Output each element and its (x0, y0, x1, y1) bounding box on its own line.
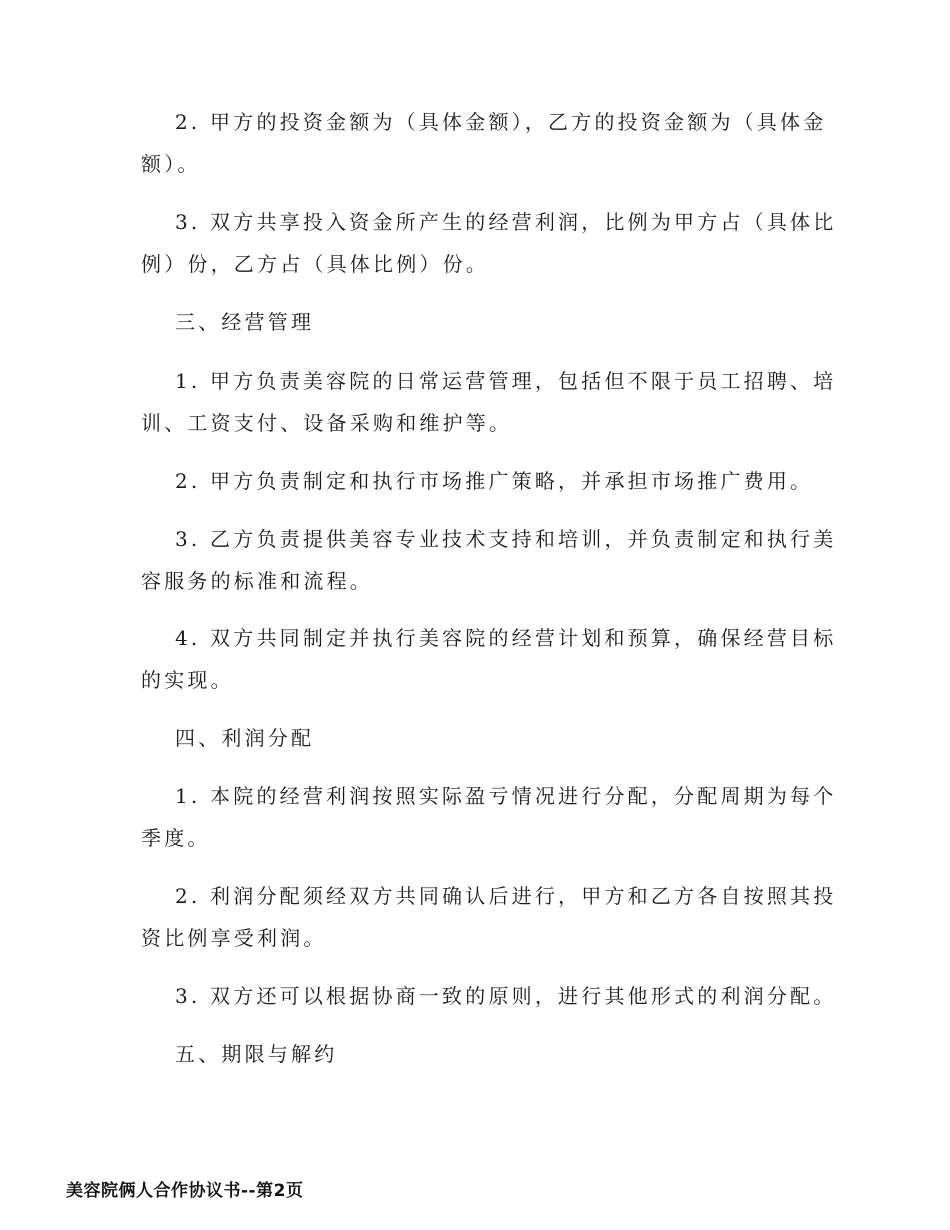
paragraph-party-a-marketing: 2. 甲方负责制定和执行市场推广策略，并承担市场推广费用。 (175, 469, 814, 493)
paragraph-investment-amount: 2. 甲方的投资金额为（具体金额），乙方的投资金额为（具体金额）。 (141, 110, 827, 176)
section-heading-operations: 三、经营管理 (175, 310, 315, 334)
paragraph-profit-share-ratio: 3. 双方共享投入资金所产生的经营利润，比例为甲方占（具体比例）份，乙方占（具体比例）份。 (141, 210, 837, 276)
paragraph-quarterly-distribution: 1. 本院的经营利润按照实际盈亏情况进行分配，分配周期为每个季度。 (141, 784, 837, 850)
paragraph-joint-business-plan: 4. 双方共同制定并执行美容院的经营计划和预算，确保经营目标的实现。 (141, 626, 837, 692)
paragraph-distribution-by-investment: 2. 利润分配须经双方共同确认后进行，甲方和乙方各自按照其投资比例享受利润。 (141, 884, 837, 950)
paragraph-party-a-daily-management: 1. 甲方负责美容院的日常运营管理，包括但不限于员工招聘、培训、工资支付、设备采购和维护等。 (141, 369, 837, 435)
section-heading-profit-distribution: 四、利润分配 (175, 726, 315, 750)
page-footer: 美容院俩人合作协议书--第2页 (66, 1181, 304, 1201)
paragraph-party-b-technical-support: 3. 乙方负责提供美容专业技术支持和培训，并负责制定和执行美容服务的标准和流程。 (141, 527, 837, 593)
section-heading-term-and-termination: 五、期限与解约 (175, 1042, 338, 1066)
paragraph-other-distribution-forms: 3. 双方还可以根据协商一致的原则，进行其他形式的利润分配。 (175, 984, 837, 1008)
